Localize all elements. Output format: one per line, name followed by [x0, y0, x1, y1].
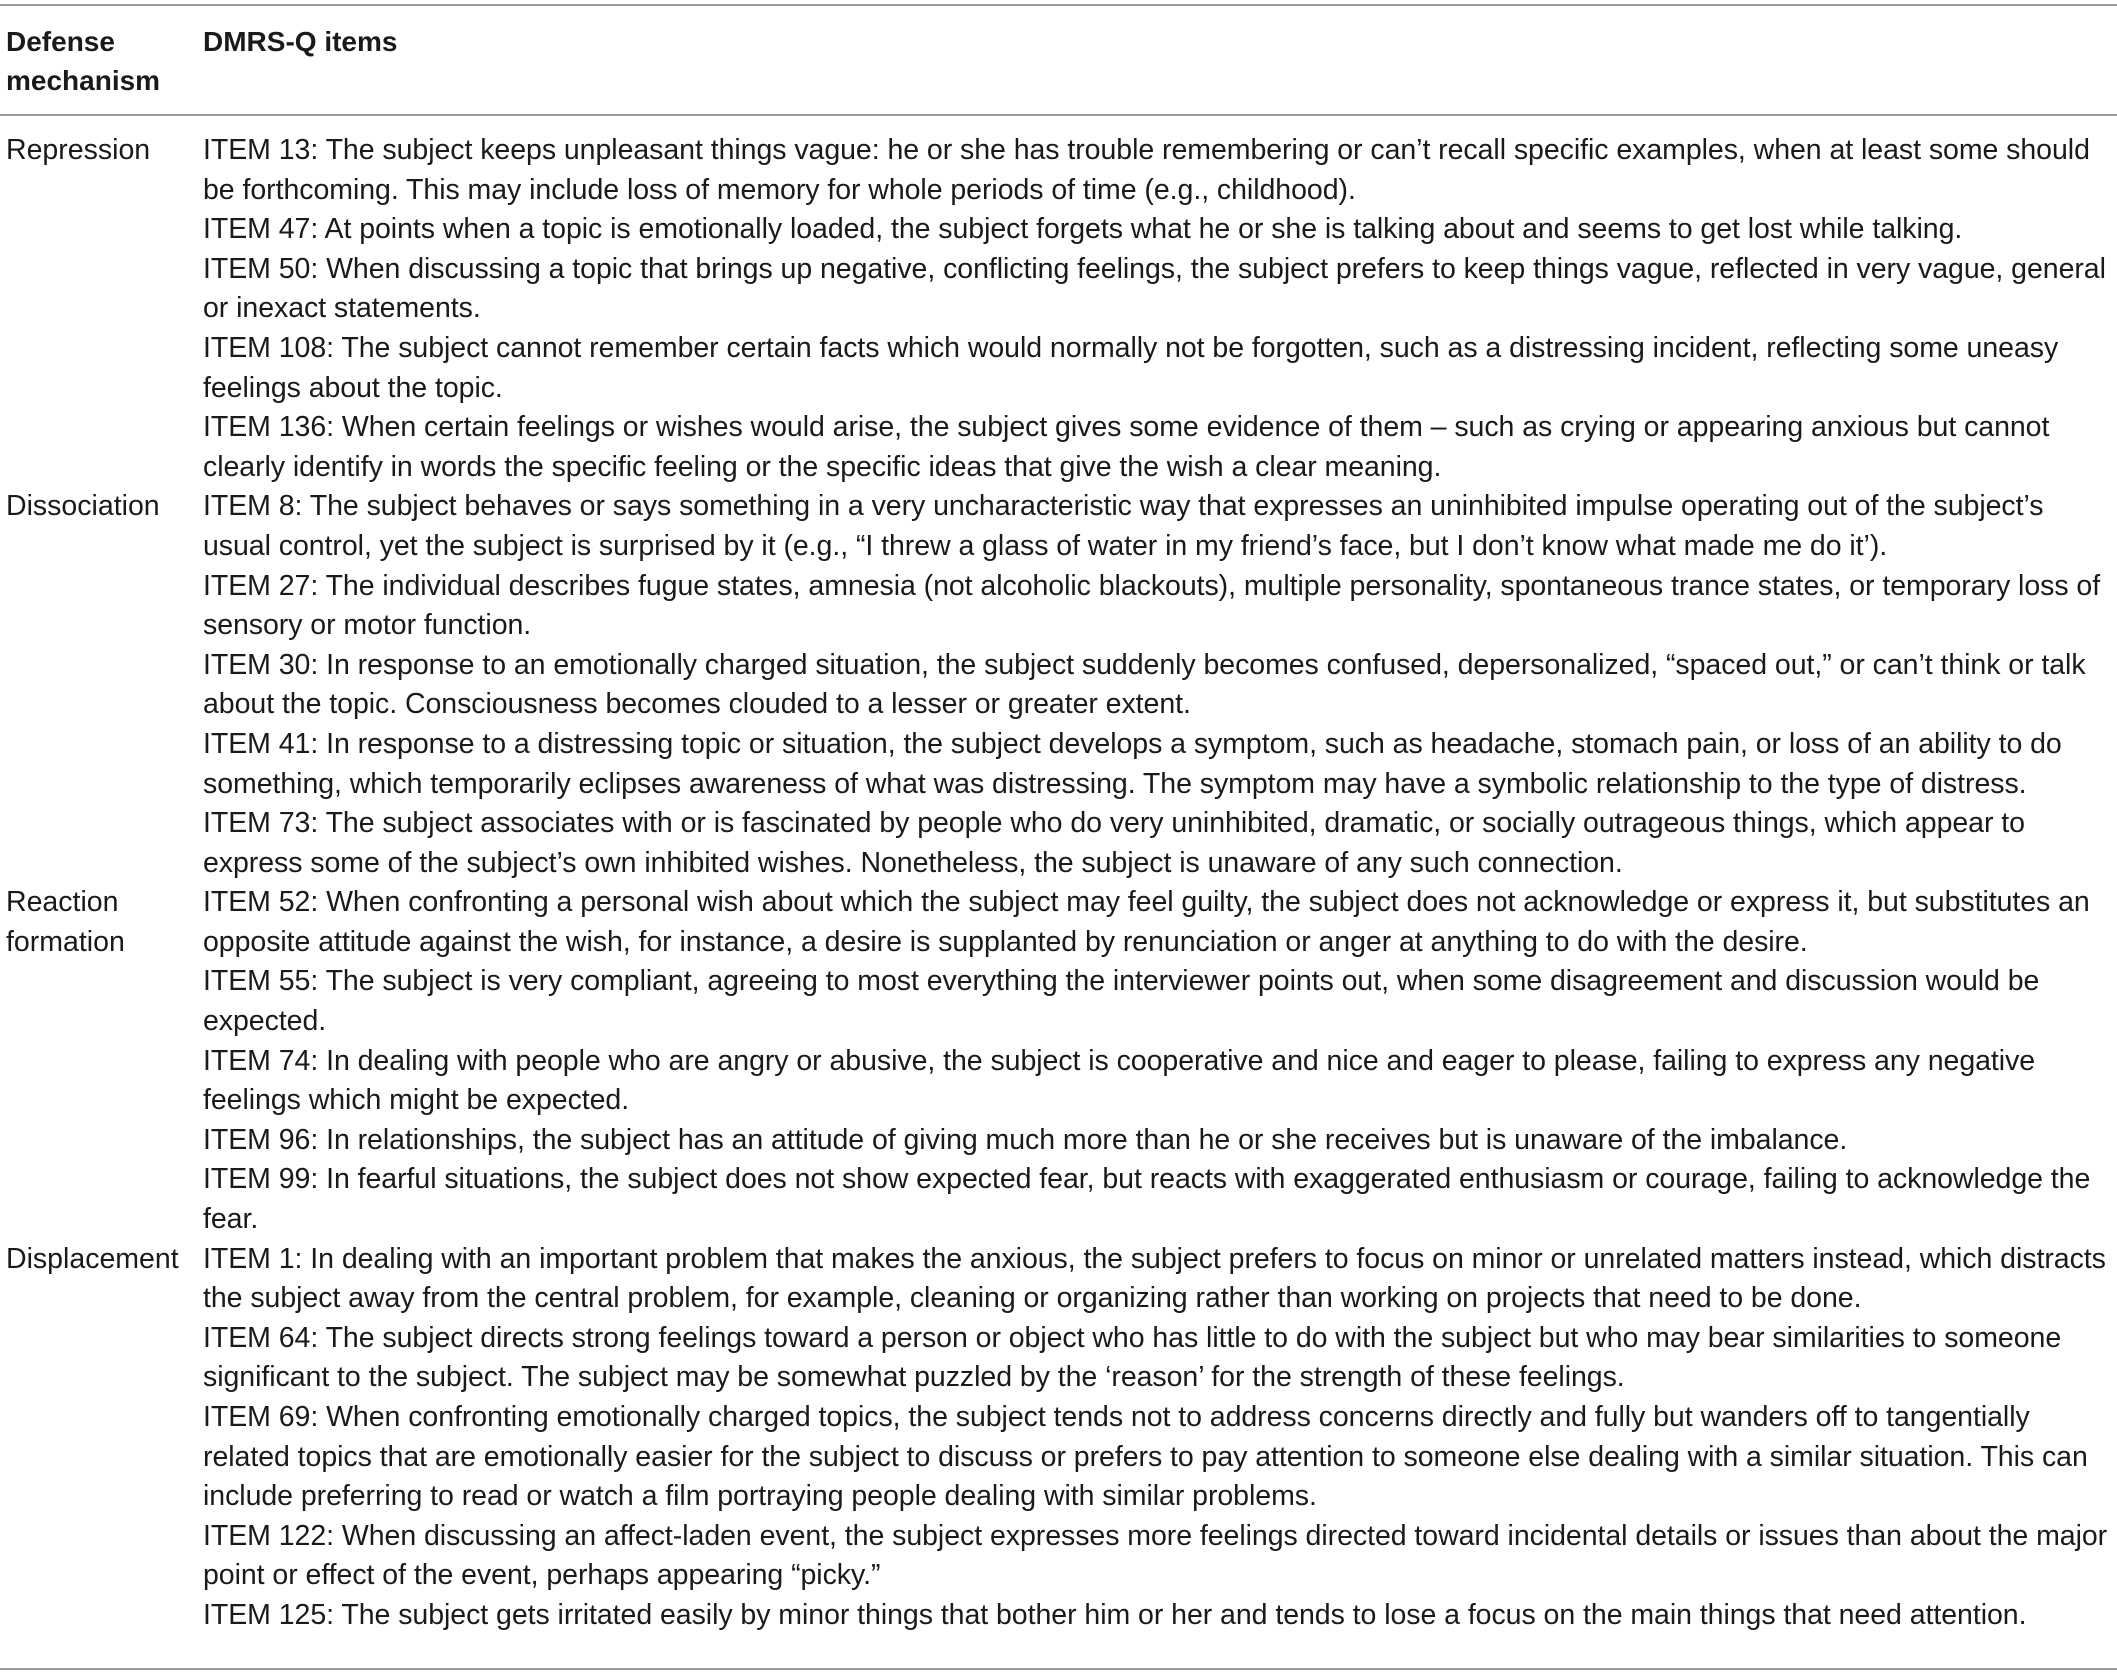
mechanism-cell: Displacement — [6, 1242, 179, 1275]
item-text: ITEM 73: The subject associates with or is fascinated by people who do very uninhibited, dramatic, or socially outrageous things, which appear to express some of the subject’s own inhibited wishes. Nonetheless, the subject is unaware of any such connection. — [203, 807, 2025, 879]
table-row-displacement — [0, 1240, 2117, 1636]
item-text: ITEM 30: In response to an emotionally charged situation, the subject suddenly becomes confused, depersonalized, “spaced out,” or can’t think or talk about the topic. Consciousness becomes clouded to a lesser or greater extent. — [203, 648, 2086, 721]
item-text: ITEM 69: When confronting emotionally charged topics, the subject tends not to address concerns directly and fully but wanders off to tangentially related topics that are emotionally easier for the subject to discuss or prefers to pay attention to someone else dealing with a similar situation. This can include preferring to read or watch a film portraying people dealing with similar problems. — [203, 1401, 2088, 1513]
items-cell — [203, 883, 2117, 1239]
item-text: ITEM 96: In relationships, the subject has an attitude of giving much more than he or she receives but is unaware of the imbalance. — [203, 1123, 1848, 1156]
item-text: ITEM 99: In fearful situations, the subject does not show expected fear, but reacts with exaggerated enthusiasm or courage, failing to acknowledge the fear. — [203, 1163, 2091, 1236]
item-text: ITEM 136: When certain feelings or wishes would arise, the subject gives some evidence of them – such as crying or appearing anxious but cannot clearly identify in words the specific feeling or the specific ideas that give the wish a clear meaning. — [203, 411, 2050, 483]
item-text: ITEM 41: In response to a distressing topic or situation, the subject develops a symptom, such as headache, stomach pain, or loss of an ability to do something, which temporarily eclipses awareness of what was distressing. The symptom may have a symbolic relationship to the type of distress. — [203, 727, 2062, 800]
item-text: ITEM 74: In dealing with people who are angry or abusive, the subject is cooperative and nice and eager to please, failing to express any negative feelings which might be expected. — [203, 1044, 2036, 1117]
item-text: ITEM 47: At points when a topic is emotionally loaded, the subject forgets what he or she is talking about and seems to get lost while talking. — [203, 213, 1963, 246]
item-text: ITEM 50: When discussing a topic that brings up negative, conflicting feelings, the subject prefers to keep things vague, reflected in very vague, general or inexact statements. — [203, 252, 2106, 325]
table-body — [0, 131, 2117, 1636]
table-row-reaction-formation — [0, 883, 2117, 1239]
table-top-rule — [0, 4, 2117, 6]
item-text: ITEM 55: The subject is very compliant, agreeing to most everything the interviewer points out, when some disagreement and discussion would be expected. — [203, 965, 2040, 1038]
mechanism-cell: Reaction formation — [6, 886, 125, 958]
item-text: ITEM 122: When discussing an affect-laden event, the subject expresses more feelings directed toward incidental details or issues than about the major point or effect of the event, perhaps appearing “picky.” — [203, 1519, 2108, 1592]
table-bottom-rule — [0, 1668, 2117, 1670]
item-text: ITEM 52: When confronting a personal wish about which the subject may feel guilty, the subject does not acknowledge or express it, but substitutes an opposite attitude against the wish, for instance, a desire is supplanted by renunciation or anger at anything to do with the desire. — [203, 886, 2090, 958]
items-cell — [203, 487, 2117, 883]
items-cell — [203, 131, 2117, 487]
header-defense-mechanism: Defense mechanism — [6, 26, 161, 96]
item-text: ITEM 64: The subject directs strong feelings toward a person or object who has little to do with the subject but who may bear similarities to someone significant to the subject. The subject may be somewhat puzzled by the ‘reason’ for the strength of these feelings. — [203, 1321, 2062, 1394]
item-text: ITEM 1: In dealing with an important problem that makes the anxious, the subject prefers to focus on minor or unrelated matters instead, which distracts the subject away from the central problem, for example, cleaning or organizing rather than working on projects that need to be done. — [203, 1242, 2106, 1315]
mechanism-cell: Repression — [6, 134, 151, 166]
item-text: ITEM 27: The individual describes fugue states, amnesia (not alcoholic blackouts), multiple personality, spontaneous trance states, or temporary loss of sensory or motor function. — [203, 569, 2101, 642]
table-row-repression — [0, 131, 2117, 487]
item-text: ITEM 108: The subject cannot remember certain facts which would normally not be forgotten, such as a distressing incident, reflecting some uneasy feelings about the topic. — [203, 331, 2059, 404]
mechanism-cell: Dissociation — [6, 490, 160, 523]
table-row-dissociation — [0, 487, 2117, 883]
table-header-rule — [0, 114, 2117, 116]
header-dmrs-q-items: DMRS-Q items — [203, 26, 398, 57]
items-cell — [203, 1240, 2117, 1636]
item-text: ITEM 8: The subject behaves or says something in a very uncharacteristic way that expresses an uninhibited impulse operating out of the subject’s usual control, yet the subject is surprised by it (e.g., “I threw a glass of water in my friend’s face, but I don’t know what made me do it’). — [203, 490, 2044, 562]
item-text: ITEM 13: The subject keeps unpleasant things vague: he or she has trouble remembering or can’t recall specific examples, when at least some should be forthcoming. This may include loss of memory for whole periods of time (e.g., childhood). — [203, 134, 2090, 206]
item-text: ITEM 125: The subject gets irritated easily by minor things that bother him or her and tends to lose a focus on the main things that need attention. — [203, 1598, 2027, 1631]
